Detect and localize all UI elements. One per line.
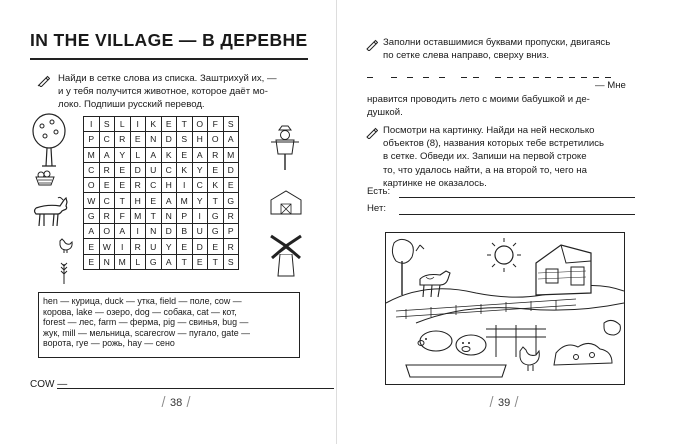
- grid-cell[interactable]: U: [146, 162, 162, 177]
- grid-cell[interactable]: C: [84, 162, 100, 177]
- grid-row: [84, 117, 239, 132]
- task1-instruction: [383, 36, 610, 62]
- grid-cell[interactable]: I: [84, 117, 100, 132]
- scarecrow-icon: [268, 124, 302, 172]
- word-list-line: ворота, rye — рожь, hay — сено: [43, 338, 175, 349]
- grid-cell[interactable]: A: [115, 224, 131, 239]
- grid-cell[interactable]: A: [99, 147, 115, 162]
- grid-cell[interactable]: E: [177, 147, 193, 162]
- grid-cell[interactable]: T: [115, 193, 131, 208]
- grid-cell[interactable]: M: [84, 147, 100, 162]
- grid-cell[interactable]: W: [99, 239, 115, 254]
- answer-write-line[interactable]: [57, 388, 334, 389]
- basket-icon: [34, 170, 56, 186]
- tree-icon: [30, 112, 68, 168]
- grid-cell[interactable]: M: [115, 254, 131, 269]
- grid-cell[interactable]: T: [177, 254, 193, 269]
- page-number: 39: [485, 396, 523, 409]
- grid-cell[interactable]: R: [130, 178, 146, 193]
- answer-prefix: COW —: [30, 379, 68, 390]
- grid-cell[interactable]: P: [84, 132, 100, 147]
- grid-cell[interactable]: W: [84, 193, 100, 208]
- instruction-line: локо. Подпиши русский перевод.: [58, 99, 205, 111]
- grid-cell[interactable]: O: [84, 178, 100, 193]
- grid-cell[interactable]: K: [177, 162, 193, 177]
- grid-row: [84, 132, 239, 147]
- grid-cell[interactable]: I: [130, 117, 146, 132]
- grid-cell[interactable]: K: [146, 117, 162, 132]
- sun-icon: [487, 238, 521, 272]
- grid-cell[interactable]: I: [130, 224, 146, 239]
- grid-cell[interactable]: F: [208, 117, 224, 132]
- left-instruction: [58, 72, 277, 112]
- grid-cell[interactable]: L: [130, 147, 146, 162]
- grid-cell[interactable]: S: [223, 254, 239, 269]
- pen-icon: [37, 74, 50, 87]
- instruction-line: объектов (8), названия которых тебе встретились: [383, 138, 605, 150]
- grid-row: [84, 254, 239, 269]
- instruction-line: по сетке слева направо, сверху вниз.: [383, 50, 550, 62]
- grid-cell[interactable]: E: [99, 178, 115, 193]
- grid-cell[interactable]: U: [192, 224, 208, 239]
- grid-cell[interactable]: D: [161, 224, 177, 239]
- grid-cell[interactable]: R: [223, 239, 239, 254]
- grid-cell[interactable]: R: [208, 147, 224, 162]
- grid-cell[interactable]: E: [115, 162, 131, 177]
- grid-cell[interactable]: S: [223, 117, 239, 132]
- grid-cell[interactable]: D: [130, 162, 146, 177]
- grid-cell[interactable]: S: [99, 117, 115, 132]
- instruction-line: в сетке. Обведи их. Запиши на первой строке: [383, 151, 587, 163]
- grid-cell[interactable]: E: [130, 132, 146, 147]
- sentence-end: — Мне: [595, 80, 626, 91]
- pig-icon: [418, 331, 486, 355]
- grid-cell[interactable]: C: [192, 178, 208, 193]
- grid-row: [84, 208, 239, 223]
- grid-cell[interactable]: E: [192, 254, 208, 269]
- grid-cell[interactable]: H: [192, 132, 208, 147]
- instruction-line: Заполни оставшимися буквами пропуски, двигаясь: [383, 37, 611, 48]
- grid-cell[interactable]: A: [192, 147, 208, 162]
- grid-cell[interactable]: G: [84, 208, 100, 223]
- grid-cell[interactable]: G: [146, 254, 162, 269]
- barn-icon: [268, 188, 304, 216]
- task2-instruction: [383, 124, 604, 190]
- grid-cell[interactable]: K: [208, 178, 224, 193]
- grid-cell[interactable]: D: [161, 132, 177, 147]
- grid-cell[interactable]: N: [99, 254, 115, 269]
- grid-cell[interactable]: M: [177, 193, 193, 208]
- grid-cell[interactable]: E: [115, 178, 131, 193]
- instruction-line: Посмотри на картинку. Найди на ней несколько: [383, 125, 595, 136]
- grid-cell[interactable]: Y: [192, 193, 208, 208]
- grid-cell[interactable]: E: [84, 254, 100, 269]
- grid-cell[interactable]: Y: [192, 162, 208, 177]
- grid-cell[interactable]: K: [161, 147, 177, 162]
- instruction-line: и у тебя получится животное, которое даёт мо-: [58, 86, 268, 98]
- grid-row: [84, 162, 239, 177]
- grid-cell[interactable]: T: [177, 117, 193, 132]
- grid-cell[interactable]: S: [177, 132, 193, 147]
- sentence-line: нравится проводить лето с моими бабушкой и де-: [367, 94, 590, 105]
- grid-cell[interactable]: R: [130, 239, 146, 254]
- rye-icon: [58, 260, 70, 284]
- grid-cell[interactable]: A: [146, 147, 162, 162]
- grid-cell[interactable]: G: [208, 208, 224, 223]
- grid-cell[interactable]: E: [223, 178, 239, 193]
- grid-cell[interactable]: P: [177, 208, 193, 223]
- grid-cell[interactable]: N: [161, 208, 177, 223]
- title-underline: [30, 58, 308, 60]
- answer-line[interactable]: [30, 379, 67, 390]
- grid-cell[interactable]: M: [223, 147, 239, 162]
- grid-cell[interactable]: F: [115, 208, 131, 223]
- word-list-line: корова, lake — озеро, dog — собака, cat — кот,: [43, 306, 237, 317]
- grid-cell[interactable]: L: [130, 254, 146, 269]
- cow-icon: [420, 271, 450, 297]
- grid-cell[interactable]: C: [99, 132, 115, 147]
- grid-row: [84, 193, 239, 208]
- grid-cell[interactable]: C: [161, 162, 177, 177]
- tree-icon: [392, 239, 424, 295]
- no-write-line[interactable]: [399, 214, 635, 215]
- word-list-line: forest — лес, farm — ферма, pig — свинья, bug —: [43, 317, 249, 328]
- yes-label: Есть:: [367, 186, 391, 197]
- grid-cell[interactable]: D: [192, 239, 208, 254]
- grid-cell[interactable]: Y: [115, 147, 131, 162]
- barn-icon: [536, 245, 591, 295]
- grid-cell[interactable]: E: [146, 193, 162, 208]
- grid-cell[interactable]: P: [223, 224, 239, 239]
- word-list-line: жук, mill — мельница, scarecrow — пугало, gate —: [43, 327, 250, 338]
- grid-cell[interactable]: G: [208, 224, 224, 239]
- grid-cell[interactable]: R: [99, 208, 115, 223]
- grid-cell[interactable]: R: [99, 162, 115, 177]
- grid-cell[interactable]: E: [177, 239, 193, 254]
- hen-icon: [56, 236, 74, 254]
- grid-cell[interactable]: L: [115, 117, 131, 132]
- grid-cell[interactable]: T: [208, 254, 224, 269]
- farm-scene-illustration[interactable]: [385, 232, 625, 385]
- grid-cell[interactable]: R: [115, 132, 131, 147]
- grid-cell[interactable]: G: [223, 193, 239, 208]
- grid-cell[interactable]: U: [146, 239, 162, 254]
- grid-row: [84, 239, 239, 254]
- grid-cell[interactable]: H: [130, 193, 146, 208]
- grid-cell[interactable]: O: [192, 117, 208, 132]
- grid-cell[interactable]: N: [146, 132, 162, 147]
- grid-cell[interactable]: E: [208, 239, 224, 254]
- instruction-line: то, что удалось найти, а на второй то, чего на: [383, 164, 587, 176]
- grid-cell[interactable]: I: [115, 239, 131, 254]
- grid-cell[interactable]: I: [177, 178, 193, 193]
- pen-icon: [365, 38, 378, 51]
- grid-cell[interactable]: B: [177, 224, 193, 239]
- grid-row: [84, 147, 239, 162]
- grid-cell[interactable]: E: [208, 162, 224, 177]
- goat-icon: [30, 196, 72, 230]
- pen-icon: [365, 126, 378, 139]
- grid-cell[interactable]: I: [192, 208, 208, 223]
- grid-cell[interactable]: A: [161, 254, 177, 269]
- grid-cell[interactable]: O: [208, 132, 224, 147]
- grid-cell[interactable]: M: [130, 208, 146, 223]
- page-number: 38: [157, 396, 195, 409]
- grid-cell[interactable]: T: [146, 208, 162, 223]
- grid-cell[interactable]: N: [146, 224, 162, 239]
- grid-cell[interactable]: A: [84, 224, 100, 239]
- yes-write-line[interactable]: [399, 197, 635, 198]
- grid-cell[interactable]: C: [146, 178, 162, 193]
- word-list-line: hen — курица, duck — утка, field — поле, cow —: [43, 296, 242, 306]
- grid-cell[interactable]: H: [161, 178, 177, 193]
- no-label: Нет:: [367, 203, 387, 214]
- grid-cell[interactable]: E: [161, 117, 177, 132]
- grid-cell[interactable]: A: [161, 193, 177, 208]
- mill-icon: [266, 232, 306, 278]
- page-title: IN THE VILLAGE — В ДЕРЕВНЕ: [30, 30, 308, 50]
- instruction-line: картинке не оказалось.: [383, 177, 487, 189]
- grid-cell[interactable]: E: [84, 239, 100, 254]
- grid-cell[interactable]: O: [99, 224, 115, 239]
- grid-cell[interactable]: T: [208, 193, 224, 208]
- grid-cell[interactable]: C: [99, 193, 115, 208]
- grid-cell[interactable]: A: [223, 132, 239, 147]
- grid-row: [84, 178, 239, 193]
- word-search-grid[interactable]: [83, 116, 239, 270]
- sentence-line: душкой.: [367, 107, 403, 118]
- grid-cell[interactable]: Y: [161, 239, 177, 254]
- grid-row: [84, 224, 239, 239]
- instruction-line: Найди в сетке слова из списка. Заштрихуй их, —: [58, 73, 277, 84]
- grid-cell[interactable]: D: [223, 162, 239, 177]
- word-list-box: [38, 292, 300, 358]
- grid-cell[interactable]: R: [223, 208, 239, 223]
